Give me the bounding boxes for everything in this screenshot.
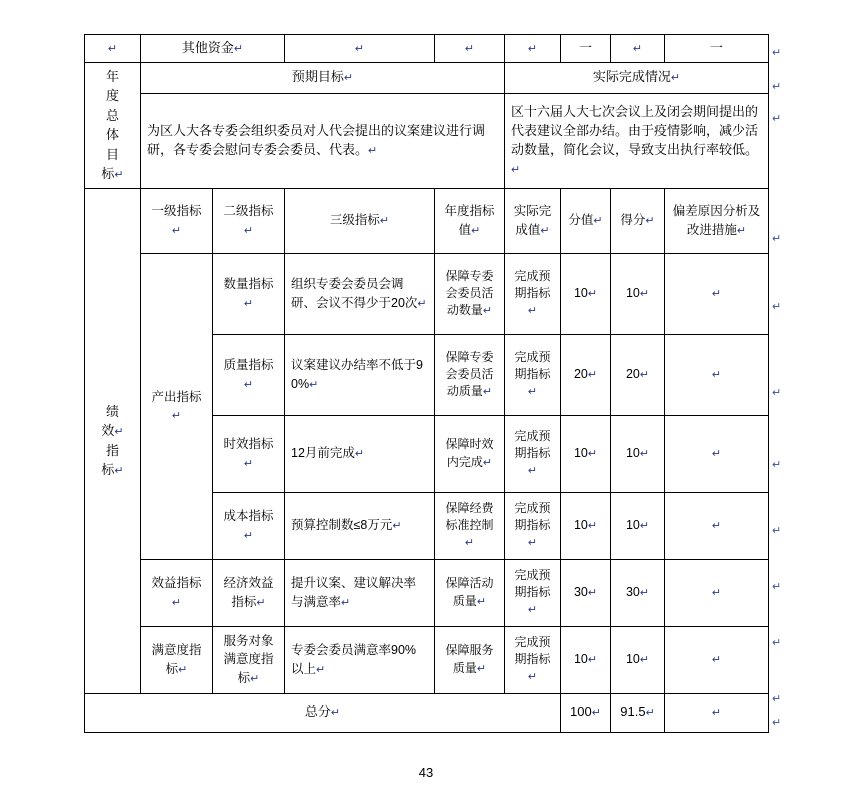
indicator-score-got-1: 10↵: [611, 253, 665, 334]
margin-mark-6: ↵: [772, 387, 782, 399]
total-score-got: 91.5↵: [611, 693, 665, 732]
table-row-other-funds: [85, 35, 769, 63]
other-funds-value-3: ↵: [505, 35, 561, 63]
indicator-level1-output: 产出指标↵: [141, 253, 213, 559]
header-score-full: 分值↵: [561, 188, 611, 253]
indicator-level2-6: 服务对象满意度指标↵: [213, 626, 285, 693]
indicator-actual-value-4: 完成预期指标↵: [505, 492, 561, 559]
header-score-got: 得分↵: [611, 188, 665, 253]
indicator-annual-target-2: 保障专委会委员活动质量↵: [435, 334, 505, 415]
indicator-level1-satisfaction: 满意度指标↵: [141, 626, 213, 693]
indicator-actual-value-6: 完成预期指标↵: [505, 626, 561, 693]
header-level2: 二级指标↵: [213, 188, 285, 253]
indicator-score-got-3: 10↵: [611, 415, 665, 492]
indicator-score-full-2: 20↵: [561, 334, 611, 415]
indicator-deviation-1: ↵: [665, 253, 769, 334]
indicator-actual-value-2: 完成预期指标↵: [505, 334, 561, 415]
margin-mark-1: ↵: [772, 47, 782, 59]
indicator-level3-4: 预算控制数≤8万元↵: [285, 492, 435, 559]
table-row-total: [85, 693, 769, 732]
indicator-score-full-1: 10↵: [561, 253, 611, 334]
header-deviation: 偏差原因分析及改进措施↵: [665, 188, 769, 253]
margin-mark-5: ↵: [772, 301, 782, 313]
other-funds-value-5: ↵: [611, 35, 665, 63]
indicator-level3-1: 组织专委会委员会调研、会议不得少于20次↵: [285, 253, 435, 334]
margin-mark-4: ↵: [772, 233, 782, 245]
indicator-level3-2: 议案建议办结率不低于90%↵: [285, 334, 435, 415]
indicator-score-full-4: 10↵: [561, 492, 611, 559]
other-funds-value-1: ↵: [285, 35, 435, 63]
margin-mark-12: ↵: [772, 717, 782, 729]
margin-mark-8: ↵: [772, 525, 782, 537]
other-funds-value-2: ↵: [435, 35, 505, 63]
indicator-score-got-6: 10↵: [611, 626, 665, 693]
indicator-score-full-6: 10↵: [561, 626, 611, 693]
indicator-deviation-3: ↵: [665, 415, 769, 492]
indicator-score-got-2: 20↵: [611, 334, 665, 415]
header-actual-value: 实际完成值↵: [505, 188, 561, 253]
table-row-annual-goal-body: [85, 93, 769, 188]
indicator-level1-benefit: 效益指标↵: [141, 559, 213, 626]
indicator-level2-1: 数量指标↵: [213, 253, 285, 334]
page-number: 43: [418, 765, 434, 780]
indicator-score-got-4: 10↵: [611, 492, 665, 559]
margin-mark-3: ↵: [772, 113, 782, 125]
margin-mark-7: ↵: [772, 459, 782, 471]
indicator-level2-2: 质量指标↵: [213, 334, 285, 415]
indicator-score-got-5: 30↵: [611, 559, 665, 626]
performance-evaluation-table: [84, 34, 769, 733]
other-funds-blank-cell: ↵: [85, 35, 141, 63]
indicator-level2-5: 经济效益指标↵: [213, 559, 285, 626]
table-row-indicator-6: [85, 626, 769, 693]
indicator-deviation-2: ↵: [665, 334, 769, 415]
total-score-full: 100↵: [561, 693, 611, 732]
annual-goal-actual-header: 实际完成情况↵: [505, 62, 769, 93]
table-row-indicator-1: [85, 253, 769, 334]
table-row-indicator-5: [85, 559, 769, 626]
other-funds-value-4: 一: [561, 35, 611, 63]
margin-mark-9: ↵: [772, 581, 782, 593]
header-level3: 三级指标↵: [285, 188, 435, 253]
indicator-actual-value-3: 完成预期指标↵: [505, 415, 561, 492]
indicator-level2-4: 成本指标↵: [213, 492, 285, 559]
indicator-actual-value-1: 完成预期指标↵: [505, 253, 561, 334]
indicator-annual-target-4: 保障经费标准控制↵: [435, 492, 505, 559]
margin-mark-10: ↵: [772, 637, 782, 649]
indicator-level3-3: 12月前完成↵: [285, 415, 435, 492]
indicator-actual-value-5: 完成预期指标↵: [505, 559, 561, 626]
other-funds-label: 其他资金↵: [141, 35, 285, 63]
table-row-annual-goal-header: [85, 62, 769, 93]
total-deviation: ↵: [665, 693, 769, 732]
annual-goal-expected-text: 为区人大各专委会组织委员对人代会提出的议案建议进行调研，各专委会慰问专委会委员、代表。↵: [141, 93, 505, 188]
total-label: 总分↵: [85, 693, 561, 732]
performance-row-label-text: 绩 效↵ 指 标↵: [101, 403, 124, 478]
indicator-annual-target-3: 保障时效内完成↵: [435, 415, 505, 492]
indicator-level2-3: 时效指标↵: [213, 415, 285, 492]
table-row-performance-header: [85, 188, 769, 253]
other-funds-value-6: 一: [665, 35, 769, 63]
indicator-score-full-5: 30↵: [561, 559, 611, 626]
annual-goal-row-label-text: 年 度 总 体 目 标↵: [101, 68, 124, 182]
annual-goal-expected-header: 预期目标↵: [141, 62, 505, 93]
indicator-level3-5: 提升议案、建议解决率与满意率↵: [285, 559, 435, 626]
indicator-level3-6: 专委会委员满意率90%以上↵: [285, 626, 435, 693]
indicator-annual-target-5: 保障活动质量↵: [435, 559, 505, 626]
margin-mark-2: ↵: [772, 81, 782, 93]
margin-mark-11: ↵: [772, 693, 782, 705]
indicator-deviation-6: ↵: [665, 626, 769, 693]
annual-goal-actual-text: 区十六届人大七次会议上及闭会期间提出的代表建议全部办结。由于疫情影响，减少活动数量，简化会议，导致支出执行率较低。↵: [505, 93, 769, 188]
indicator-annual-target-1: 保障专委会委员活动数量↵: [435, 253, 505, 334]
indicator-annual-target-6: 保障服务质量↵: [435, 626, 505, 693]
indicator-deviation-4: ↵: [665, 492, 769, 559]
indicator-deviation-5: ↵: [665, 559, 769, 626]
header-level1: 一级指标↵: [141, 188, 213, 253]
header-annual-target: 年度指标值↵: [435, 188, 505, 253]
indicator-score-full-3: 10↵: [561, 415, 611, 492]
annual-goal-row-label: [85, 62, 141, 188]
performance-row-label: [85, 188, 141, 693]
